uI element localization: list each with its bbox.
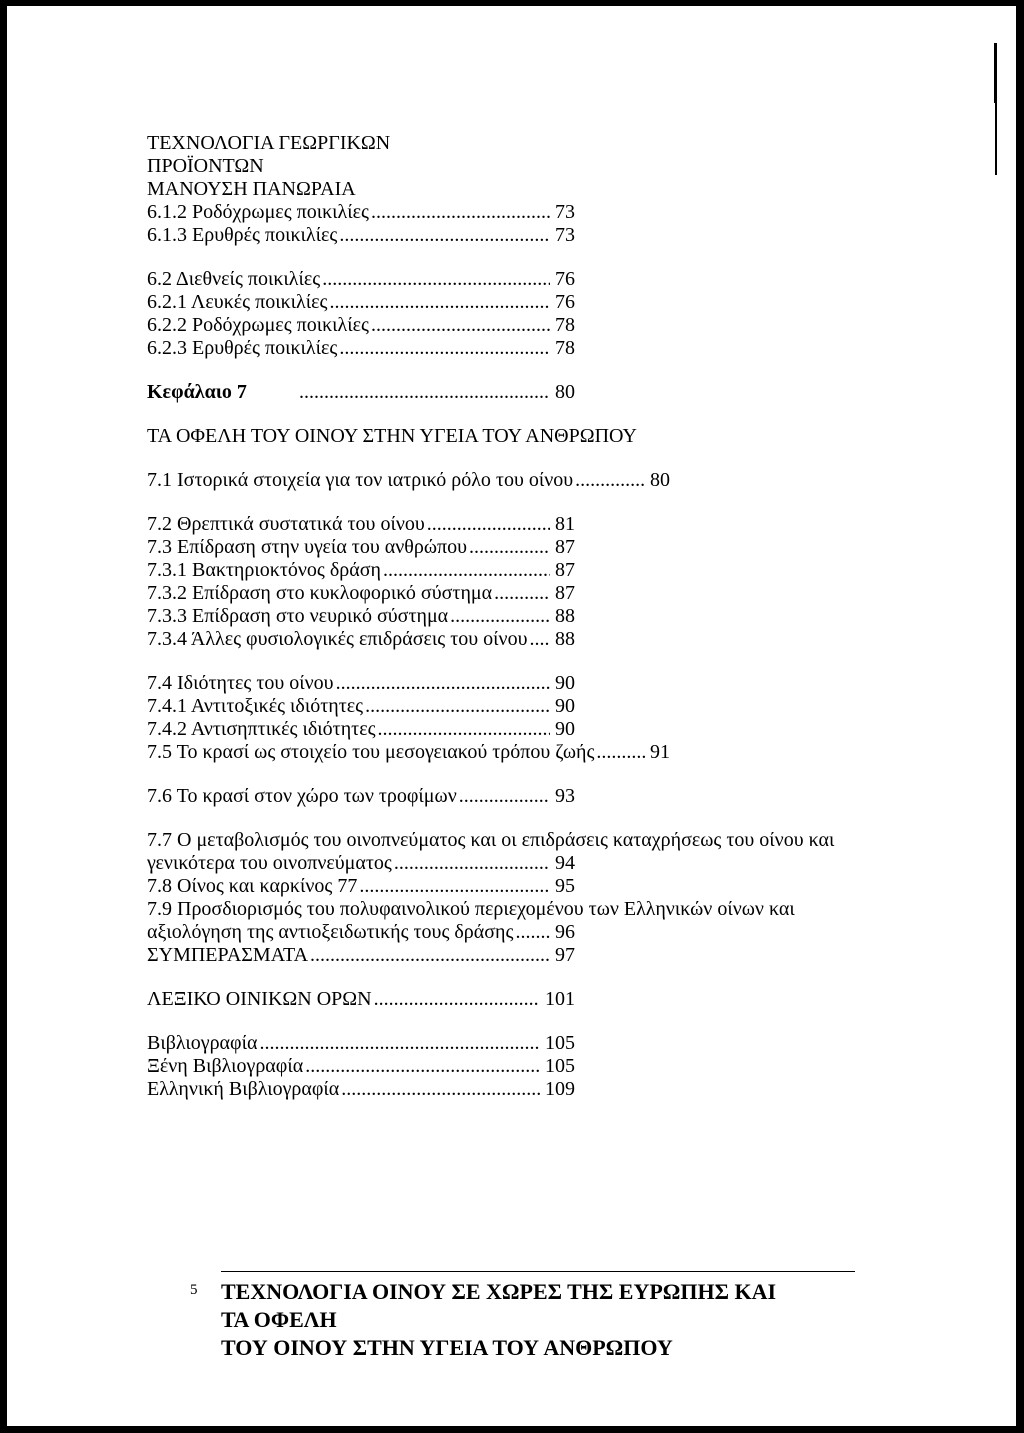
- toc-entry-page: 105: [545, 1032, 575, 1054]
- toc-entry-page: 73: [555, 201, 575, 223]
- toc-entry: [147, 536, 575, 559]
- toc-entry-label: 7.6 Το κρασί στον χώρο των τροφίμων: [147, 785, 457, 807]
- toc-entry-text: 7.7 Ο μεταβολισμός του οινοπνεύματος και οι επιδράσεις καταχρήσεως του οίνου και: [147, 829, 835, 851]
- chapter-title: ΤΑ ΟΦΕΛΗ ΤΟΥ ΟΙΝΟΥ ΣΤΗΝ ΥΓΕΙΑ ΤΟΥ ΑΝΘΡΩΠΟΥ: [147, 425, 637, 447]
- author-line: ΜΑΝΟΥΣΗ ΠΑΝΩΡΑΙΑ: [147, 178, 356, 200]
- toc-entry-page: 78: [555, 337, 575, 359]
- toc-entry-page: 90: [555, 695, 575, 717]
- toc-entry-label: ΛΕΞΙΚΟ ΟΙΝΙΚΩΝ ΟΡΩΝ: [147, 988, 372, 1010]
- dot-leader: [529, 628, 550, 651]
- dot-leader: [259, 1032, 540, 1055]
- toc-entry-label: ΣΥΜΠΕΡΑΣΜΑΤΑ: [147, 944, 309, 966]
- dot-leader: [494, 582, 550, 605]
- toc-entry-label: αξιολόγηση της αντιοξειδωτικής τους δράσης: [147, 921, 514, 943]
- toc-entry-page: 80: [650, 469, 670, 491]
- dot-leader: [459, 785, 550, 808]
- toc-entry-page: 94: [555, 852, 575, 874]
- toc-entry-label: 7.1 Ιστορικά στοιχεία για τον ιατρικό ρόλο του οίνου: [147, 469, 574, 491]
- dot-leader: [515, 921, 550, 944]
- toc-entry-page: 109: [545, 1078, 575, 1100]
- toc-entry: [147, 291, 575, 314]
- toc-entry-page: 90: [555, 672, 575, 694]
- toc-entry-label: 7.3.4 Άλλες φυσιολογικές επιδράσεις του οίνου: [147, 628, 528, 650]
- toc-entry-label: 6.2.1 Λευκές ποικιλίες: [147, 291, 328, 313]
- dot-leader: [575, 469, 645, 492]
- toc-entry-label: 7.4 Ιδιότητες του οίνου: [147, 672, 334, 694]
- dot-leader: [371, 314, 550, 337]
- footer-title-line: ΤΕΧΝΟΛΟΓΙΑ ΟΙΝΟΥ ΣΕ ΧΩΡΕΣ ΤΗΣ ΕΥΡΩΠΗΣ ΚΑΙ: [221, 1279, 777, 1304]
- toc-entry: [147, 695, 575, 718]
- toc-entry-page: 88: [555, 628, 575, 650]
- dot-leader: [374, 988, 540, 1011]
- toc-entry: [147, 469, 670, 492]
- toc-entry-text: 7.9 Προσδιορισμός του πολυφαινολικού περιεχομένου των Ελληνικών οίνων και: [147, 898, 795, 920]
- toc-entry-label: 6.2.3 Ερυθρές ποικιλίες: [147, 337, 338, 359]
- dot-leader: [469, 536, 550, 559]
- toc-entry-label: 7.3.3 Επίδραση στο νευρικό σύστημα: [147, 605, 449, 627]
- dot-leader: [450, 605, 550, 628]
- toc-entry-label: Ελληνική Βιβλιογραφία: [147, 1078, 340, 1100]
- toc-entry-page: 105: [545, 1055, 575, 1077]
- toc-entry: [147, 852, 575, 875]
- toc-entry: [147, 1055, 575, 1078]
- toc-entry-label: Ξένη Βιβλιογραφία: [147, 1055, 304, 1077]
- toc-entry: [147, 785, 575, 808]
- toc-entry-page: 80: [555, 381, 575, 403]
- toc-entry-page: 91: [650, 741, 670, 763]
- footer-title: [221, 1278, 776, 1362]
- dot-leader: [305, 1055, 540, 1078]
- footer-title-line: ΤΟΥ ΟΙΝΟΥ ΣΤΗΝ ΥΓΕΙΑ ΤΟΥ ΑΝΘΡΩΠΟΥ: [221, 1335, 673, 1360]
- toc-entry-page: 76: [555, 268, 575, 290]
- toc-entry-label: 7.3 Επίδραση στην υγεία του ανθρώπου: [147, 536, 467, 558]
- toc-entry-label: 6.2 Διεθνείς ποικιλίες: [147, 268, 321, 290]
- chapter-label: Κεφάλαιο 7: [147, 381, 247, 403]
- toc-entry-page: 81: [555, 513, 575, 535]
- toc-entry-label: 7.3.2 Επίδραση στο κυκλοφορικό σύστημα: [147, 582, 493, 604]
- toc-entry-label: 7.4.1 Αντιτοξικές ιδιότητες: [147, 695, 364, 717]
- toc-entry: [147, 337, 575, 360]
- document-page: [7, 6, 1016, 1426]
- dot-leader: [427, 513, 550, 536]
- toc-entry-page: 73: [555, 224, 575, 246]
- toc-entry: [147, 1032, 575, 1055]
- dot-leader: [365, 695, 550, 718]
- dot-leader: [383, 559, 550, 582]
- toc-entry: [147, 875, 575, 898]
- toc-entry-page: 97: [555, 944, 575, 966]
- toc-entry-page: 101: [545, 988, 575, 1010]
- toc-entry: [147, 1078, 575, 1101]
- toc-entry-page: 93: [555, 785, 575, 807]
- dot-leader: [299, 381, 550, 404]
- dot-leader: [336, 672, 550, 695]
- toc-entry-page: 90: [555, 718, 575, 740]
- toc-chapter-entry: [147, 381, 575, 404]
- dot-leader: [322, 268, 550, 291]
- toc-entry-page: 88: [555, 605, 575, 627]
- footnote-number: 5: [190, 1282, 198, 1298]
- dot-leader: [378, 718, 550, 741]
- toc-entry-page: 87: [555, 536, 575, 558]
- dot-leader: [339, 224, 550, 247]
- toc-entry-label: 6.1.2 Ροδόχρωμες ποικιλίες: [147, 201, 369, 223]
- dot-leader: [310, 944, 550, 967]
- toc-entry: [147, 921, 575, 944]
- toc-entry: [147, 672, 575, 695]
- toc-entry: [147, 268, 575, 291]
- toc-entry-label: 7.4.2 Αντισηπτικές ιδιότητες: [147, 718, 376, 740]
- dot-leader: [359, 875, 550, 898]
- toc-entry-label: 7.5 Το κρασί ως στοιχείο του μεσογειακού τρόπου ζωής: [147, 741, 595, 763]
- toc-entry: [147, 314, 575, 337]
- toc-entry-page: 87: [555, 559, 575, 581]
- dot-leader: [394, 852, 550, 875]
- toc-entry-label: 6.2.2 Ροδόχρωμες ποικιλίες: [147, 314, 369, 336]
- toc-entry-label: 7.3.1 Βακτηριοκτόνος δράση: [147, 559, 381, 581]
- toc-entry: [147, 718, 575, 741]
- toc-entry: [147, 582, 575, 605]
- toc-entry: [147, 605, 575, 628]
- toc-entry: [147, 224, 575, 247]
- toc-entry-page: 95: [555, 875, 575, 897]
- header-line: ΠΡΟΪΟΝΤΩΝ: [147, 155, 264, 177]
- toc-entry: [147, 201, 575, 224]
- footer-rule: [221, 1271, 855, 1272]
- dot-leader: [339, 337, 550, 360]
- toc-entry-page: 76: [555, 291, 575, 313]
- margin-mark-line: [995, 43, 997, 175]
- toc-entry: [147, 988, 575, 1011]
- dot-leader: [596, 741, 645, 764]
- dot-leader: [341, 1078, 540, 1101]
- toc-entry-label: 7.8 Οίνος και καρκίνος 77: [147, 875, 358, 897]
- toc-entry-page: 96: [555, 921, 575, 943]
- toc-entry-label: γενικότερα του οινοπνεύματος: [147, 852, 392, 874]
- toc-entry: [147, 559, 575, 582]
- toc-entry: [147, 741, 670, 764]
- header-line: ΤΕΧΝΟΛΟΓΙΑ ΓΕΩΡΓΙΚΩΝ: [147, 132, 391, 154]
- table-of-contents: [147, 132, 834, 1101]
- dot-leader: [329, 291, 550, 314]
- toc-entry-label: 7.2 Θρεπτικά συστατικά του οίνου: [147, 513, 425, 535]
- toc-entry-page: 87: [555, 582, 575, 604]
- toc-entry-label: Βιβλιογραφία: [147, 1032, 258, 1054]
- toc-entry-label: 6.1.3 Ερυθρές ποικιλίες: [147, 224, 338, 246]
- footer-title-line: ΤΑ ΟΦΕΛΗ: [221, 1307, 337, 1332]
- toc-entry: [147, 628, 575, 651]
- toc-entry-page: 78: [555, 314, 575, 336]
- dot-leader: [371, 201, 550, 224]
- toc-entry: [147, 513, 575, 536]
- toc-entry: [147, 944, 575, 967]
